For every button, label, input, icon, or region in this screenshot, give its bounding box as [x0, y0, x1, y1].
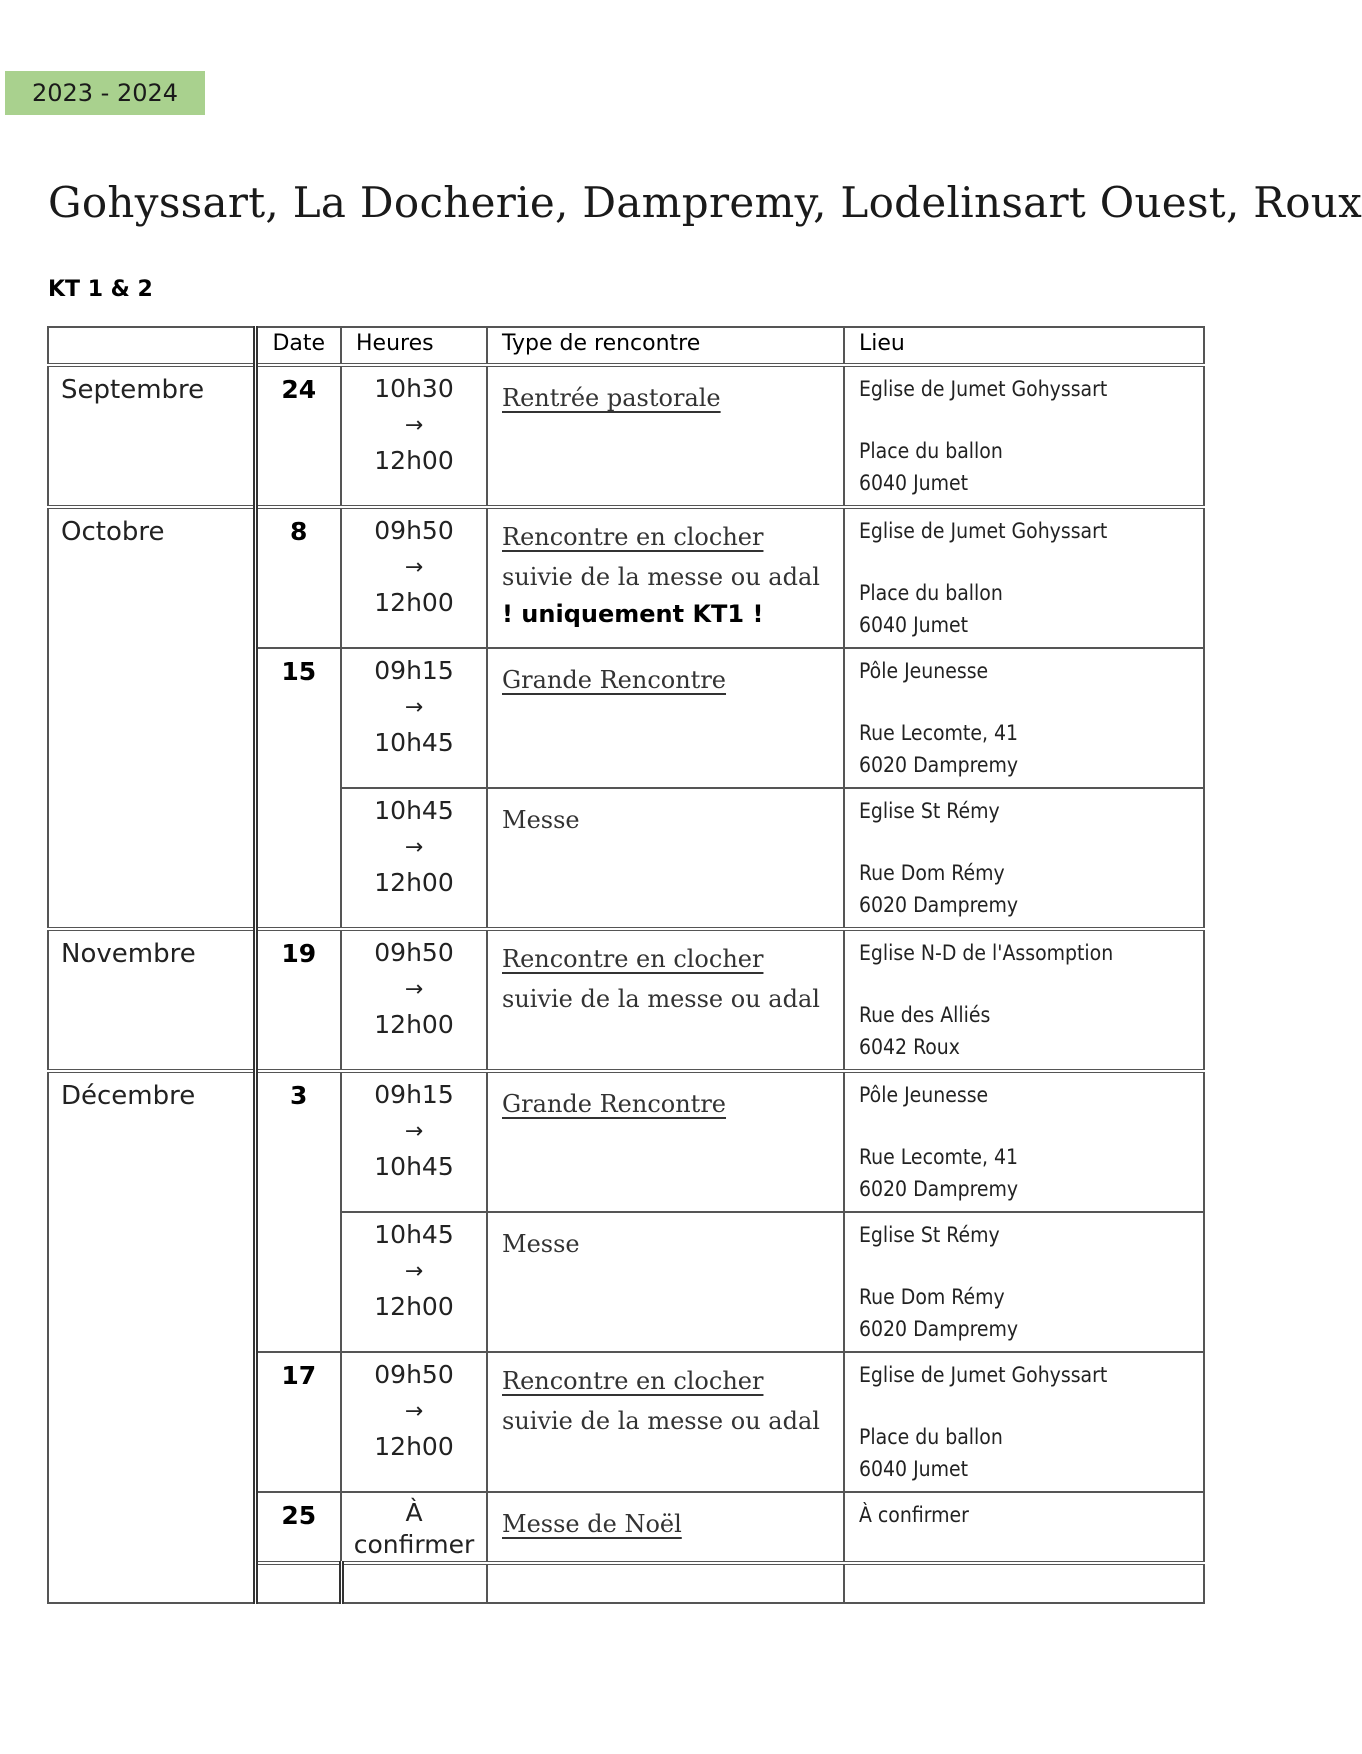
end-time: 12h00	[374, 446, 454, 475]
lieu-line-2: Place du ballon	[859, 581, 1003, 605]
type-rest: Messe	[502, 806, 580, 834]
arrow-icon: →	[404, 1119, 424, 1144]
lieu-cell	[844, 648, 1204, 788]
lieu-line-1: À confirmer	[859, 1503, 969, 1527]
end-time: 12h00	[374, 1010, 454, 1039]
arrow-icon: →	[404, 413, 424, 438]
date-cell: 24	[255, 365, 341, 507]
header-month	[48, 327, 255, 365]
lieu-cell	[844, 1212, 1204, 1352]
lieu-line-3: 6020 Dampremy	[859, 893, 1019, 917]
hours-cell	[341, 1071, 487, 1212]
lieu-line-3: 6040 Jumet	[859, 471, 969, 495]
type-rest: suivie de la messe ou adal	[502, 985, 820, 1013]
type-rest: suivie de la messe ou adal	[502, 563, 820, 591]
start-time: 10h45	[374, 1220, 454, 1249]
date-cell: 3	[255, 1071, 341, 1352]
type-cell	[487, 1352, 844, 1492]
start-time: 09h15	[374, 1080, 454, 1109]
arrow-icon: →	[404, 835, 424, 860]
type-rest: suivie de la messe ou adal	[502, 1407, 820, 1435]
header-type: Type de rencontre	[487, 327, 844, 365]
header-lieu: Lieu	[844, 327, 1204, 365]
lieu-line-1: Eglise St Rémy	[859, 1223, 1000, 1247]
arrow-icon: →	[404, 977, 424, 1002]
lieu-line-2: Place du ballon	[859, 1425, 1003, 1449]
lieu-line-3: 6020 Dampremy	[859, 753, 1019, 777]
type-underlined: Rencontre en clocher	[502, 1367, 764, 1395]
hours-cell	[341, 648, 487, 788]
type-cell	[487, 365, 844, 507]
hours-cell	[341, 1492, 487, 1563]
end-time: 10h45	[374, 1152, 454, 1181]
lieu-cell	[844, 507, 1204, 648]
table-row	[48, 507, 1204, 648]
type-underlined: Rencontre en clocher	[502, 523, 764, 551]
start-time: 09h15	[374, 656, 454, 685]
type-underlined: Grande Rencontre	[502, 1090, 727, 1118]
lieu-line-1: Eglise de Jumet Gohyssart	[859, 519, 1108, 543]
lieu-line-2: Rue Lecomte, 41	[859, 721, 1018, 745]
header-hours: Heures	[341, 327, 487, 365]
lieu-cell	[844, 1071, 1204, 1212]
month-cell: Novembre	[48, 929, 255, 1071]
arrow-icon: →	[404, 695, 424, 720]
lieu-line-2: Rue Dom Rémy	[859, 1285, 1005, 1309]
type-cell	[487, 788, 844, 929]
lieu-line-2: Rue des Alliés	[859, 1003, 991, 1027]
start-time: 09h50	[374, 516, 454, 545]
type-cell	[844, 1563, 1204, 1603]
type-cell	[487, 1212, 844, 1352]
date-cell: 19	[255, 929, 341, 1071]
type-cell	[487, 1492, 844, 1563]
hours-cell	[487, 1563, 844, 1603]
end-time: 12h00	[374, 588, 454, 617]
lieu-line-2: Rue Lecomte, 41	[859, 1145, 1018, 1169]
start-time: 09h50	[374, 1360, 454, 1389]
end-time: confirmer	[353, 1530, 475, 1559]
table-header-row	[48, 327, 1204, 365]
hours-cell	[341, 1212, 487, 1352]
lieu-line-3: 6040 Jumet	[859, 1457, 969, 1481]
type-underlined: Rentrée pastorale	[502, 384, 721, 412]
lieu-line-1: Eglise de Jumet Gohyssart	[859, 1363, 1108, 1387]
hours-cell	[341, 365, 487, 507]
type-rest: Messe	[502, 1230, 580, 1258]
hours-cell	[341, 507, 487, 648]
year-badge: 2023 - 2024	[5, 71, 205, 115]
type-cell	[487, 1071, 844, 1212]
date-cell	[341, 1563, 487, 1603]
date-cell: 25	[255, 1492, 341, 1563]
lieu-line-1: Eglise St Rémy	[859, 799, 1000, 823]
type-underlined: Grande Rencontre	[502, 666, 727, 694]
section-label: KT 1 & 2	[48, 277, 153, 302]
header-date: Date	[255, 327, 341, 365]
schedule-table-container	[47, 326, 1207, 1559]
month-cell: Septembre	[48, 365, 255, 507]
lieu-line-3: 6020 Dampremy	[859, 1177, 1019, 1201]
type-underlined: Rencontre en clocher	[502, 945, 764, 973]
start-time: 09h50	[374, 938, 454, 967]
type-note: ! uniquement KT1 !	[502, 600, 764, 628]
lieu-cell	[844, 788, 1204, 929]
end-time: 12h00	[374, 1432, 454, 1461]
lieu-line-1: Eglise N-D de l'Assomption	[859, 941, 1114, 965]
table-row	[48, 365, 1204, 507]
lieu-cell	[844, 1352, 1204, 1492]
arrow-icon: →	[404, 1259, 424, 1284]
end-time: 10h45	[374, 728, 454, 757]
schedule-table	[47, 326, 1205, 1604]
lieu-cell	[844, 929, 1204, 1071]
month-cell: Octobre	[48, 507, 255, 929]
arrow-icon: →	[404, 555, 424, 580]
page-title: Gohyssart, La Docherie, Dampremy, Lodelinsart Ouest, Roux	[48, 178, 1362, 227]
start-time: 10h45	[374, 796, 454, 825]
type-cell	[487, 929, 844, 1071]
lieu-line-3: 6042 Roux	[859, 1035, 960, 1059]
type-underlined: Messe de Noël	[502, 1510, 682, 1538]
lieu-line-1: Pôle Jeunesse	[859, 659, 989, 683]
lieu-line-2: Rue Dom Rémy	[859, 861, 1005, 885]
month-cell	[255, 1563, 341, 1603]
lieu-line-2: Place du ballon	[859, 439, 1003, 463]
lieu-line-3: 6020 Dampremy	[859, 1317, 1019, 1341]
lieu-cell	[844, 365, 1204, 507]
date-cell: 8	[255, 507, 341, 648]
end-time: 12h00	[374, 1292, 454, 1321]
lieu-line-1: Eglise de Jumet Gohyssart	[859, 377, 1108, 401]
month-cell: Décembre	[48, 1071, 255, 1603]
table-row	[48, 929, 1204, 1071]
type-cell	[487, 648, 844, 788]
date-cell: 17	[255, 1352, 341, 1492]
type-cell	[487, 507, 844, 648]
date-cell: 15	[255, 648, 341, 929]
arrow-icon: →	[404, 1399, 424, 1424]
lieu-line-3: 6040 Jumet	[859, 613, 969, 637]
table-row	[48, 1071, 1204, 1212]
lieu-cell	[844, 1492, 1204, 1563]
end-time: 12h00	[374, 868, 454, 897]
hours-cell	[341, 1352, 487, 1492]
hours-cell	[341, 929, 487, 1071]
lieu-line-1: Pôle Jeunesse	[859, 1083, 989, 1107]
hours-cell	[341, 788, 487, 929]
start-time: À	[405, 1498, 423, 1527]
start-time: 10h30	[374, 374, 454, 403]
